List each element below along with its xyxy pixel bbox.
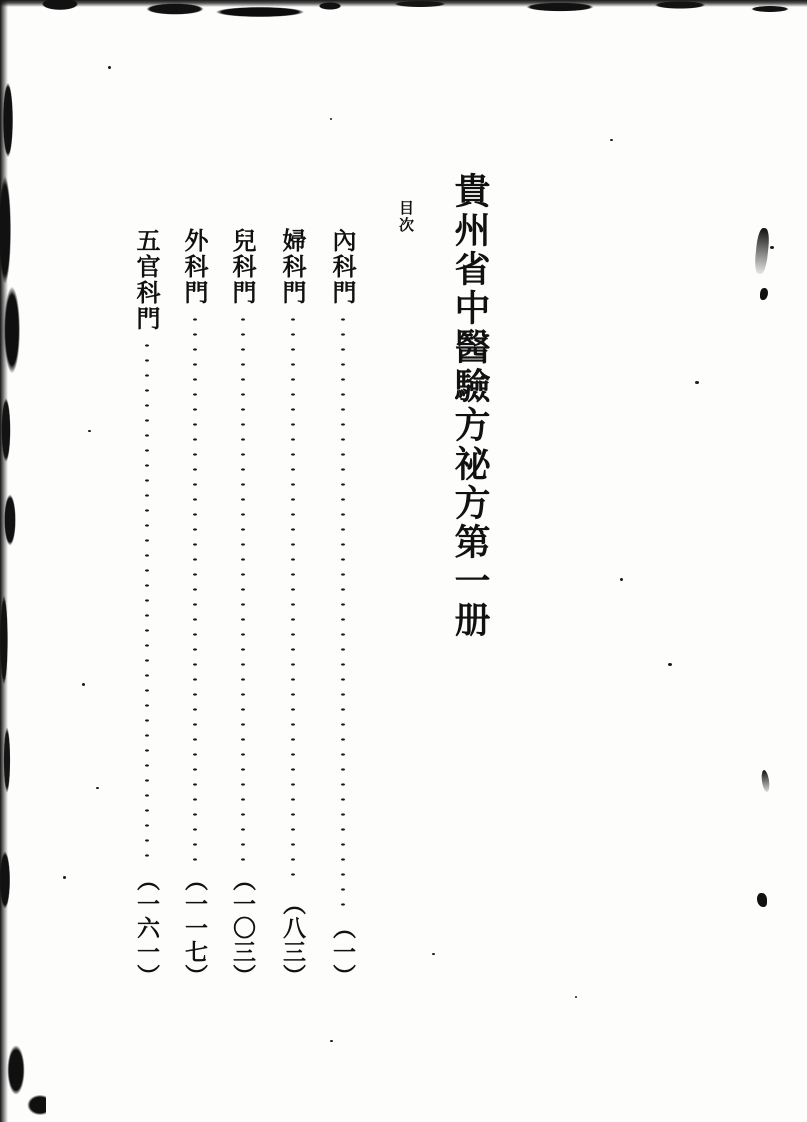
toc-leader-dots xyxy=(231,312,255,864)
toc-entry-label: 外科門 xyxy=(180,228,209,306)
ink-speck xyxy=(82,683,85,686)
toc-leader-dots xyxy=(183,312,207,864)
ink-speck xyxy=(695,381,699,384)
book-title: 貴州省中醫驗方祕方第一册 xyxy=(449,172,491,640)
toc-entry-page: （一） xyxy=(329,916,356,988)
toc-entry-page: （一六一） xyxy=(133,868,160,988)
ink-speck xyxy=(770,246,774,249)
toc-entry-page: （一一七） xyxy=(181,868,208,988)
ink-smudge-right-upper xyxy=(754,227,771,274)
toc-entry-page: （一〇三） xyxy=(229,868,256,988)
toc-entry-label: 兒科門 xyxy=(228,228,257,306)
toc-entry-page: （八三） xyxy=(279,892,306,988)
toc-entry[interactable] xyxy=(129,228,164,988)
ink-speck xyxy=(330,1040,333,1042)
ink-speck xyxy=(330,118,332,120)
ink-fleck-right-lower xyxy=(761,770,771,793)
ink-fleck-right-middle xyxy=(760,288,768,300)
ink-speck xyxy=(610,139,613,141)
toc-entry[interactable] xyxy=(325,228,360,988)
toc-entry-label: 內科門 xyxy=(328,228,357,306)
ink-speck xyxy=(620,578,623,581)
ink-speck xyxy=(668,663,672,666)
toc-entry-label: 五官科門 xyxy=(132,228,161,332)
ink-speck xyxy=(88,430,91,432)
ink-speck xyxy=(575,996,577,998)
ink-speck xyxy=(108,66,111,69)
toc-entry[interactable] xyxy=(177,228,212,988)
page-top-torn-edge xyxy=(0,0,807,34)
page-left-torn-edge xyxy=(0,0,46,1122)
toc-entry[interactable] xyxy=(225,228,260,988)
toc-entry[interactable] xyxy=(275,228,310,988)
ink-speck xyxy=(432,953,435,955)
ink-speck xyxy=(96,787,99,789)
ink-speck xyxy=(63,876,66,879)
page-bottom-edge xyxy=(0,1082,807,1122)
ink-fleck-right-bottom xyxy=(757,893,767,907)
toc-leader-dots xyxy=(135,338,159,864)
toc-entry-label: 婦科門 xyxy=(278,228,307,306)
toc-leader-dots xyxy=(331,312,355,912)
toc-heading: 目次 xyxy=(397,200,415,234)
toc-leader-dots xyxy=(281,312,305,888)
